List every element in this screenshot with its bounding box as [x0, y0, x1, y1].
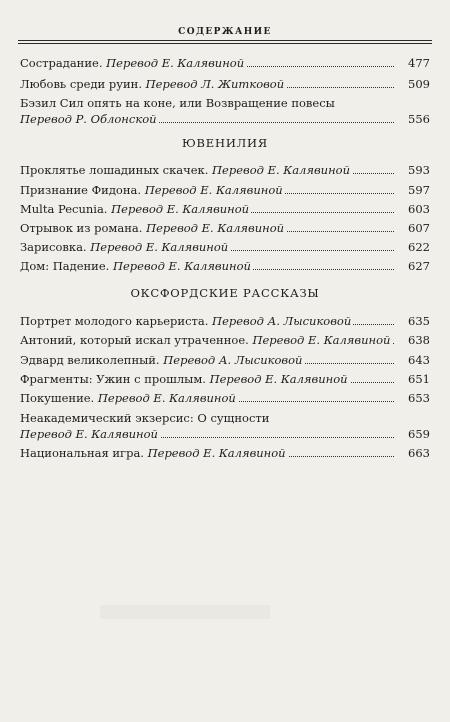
entry-page: 477 — [396, 56, 430, 70]
entry-title: Бэзил Сил опять на коне, или Возвращение повесы — [20, 96, 335, 110]
entry-page: 638 — [396, 333, 430, 347]
entry-page: 627 — [396, 259, 430, 273]
entry-title: Зарисовка. — [20, 240, 87, 254]
entry-translator: Перевод Е. Калявиной — [209, 372, 348, 386]
toc-entry — [20, 112, 430, 126]
section-title-oxford: ОКСФОРДСКИЕ РАССКАЗЫ — [130, 286, 320, 300]
entry-page: 603 — [396, 202, 430, 216]
entry-title: Любовь среди руин. — [20, 77, 142, 91]
entry-page: 643 — [396, 353, 430, 367]
toc-entry — [20, 240, 430, 254]
entry-translator: Перевод Е. Калявиной — [252, 333, 391, 347]
entry-page: 663 — [396, 446, 430, 460]
entry-title: Multa Pecunia. — [20, 202, 108, 216]
entry-page: 593 — [396, 163, 430, 177]
toc-entry — [20, 163, 430, 177]
toc-entry — [20, 56, 430, 70]
entry-title: Портрет молодого карьериста. — [20, 314, 209, 328]
toc-entry — [20, 391, 430, 405]
entry-translator: Перевод Р. Облонской — [20, 112, 157, 126]
entry-page: 659 — [396, 427, 430, 441]
entry-title: Дом: Падение. — [20, 259, 110, 273]
entry-title: Антоний, который искал утраченное. — [20, 333, 249, 347]
entry-page: 597 — [396, 183, 430, 197]
toc-entry — [20, 183, 430, 197]
entry-title: Сострадание. — [20, 56, 103, 70]
entry-title: Покушение. — [20, 391, 95, 405]
toc-entry — [20, 202, 430, 216]
entry-page: 509 — [396, 77, 430, 91]
toc-entry — [20, 446, 430, 460]
bleed-through-smudge — [100, 605, 270, 619]
toc-entry — [20, 372, 430, 386]
toc-entry — [20, 77, 430, 91]
entry-page: 607 — [396, 221, 430, 235]
toc-entry — [20, 221, 430, 235]
entry-translator: Перевод Л. Житковой — [145, 77, 285, 91]
entry-translator: Перевод Е. Калявиной — [144, 183, 283, 197]
entry-translator: Перевод Е. Калявиной — [90, 240, 229, 254]
entry-translator: Перевод Е. Калявиной — [146, 221, 285, 235]
entry-translator: Перевод Е. Калявиной — [111, 202, 250, 216]
running-head: СОДЕРЖАНИЕ — [178, 27, 272, 37]
entry-title: Неакадемический экзерсис: О сущности — [20, 411, 270, 425]
header-rule-2 — [18, 43, 432, 44]
toc-entry — [20, 259, 430, 273]
header-rule — [18, 40, 432, 41]
entry-title: Отрывок из романа. — [20, 221, 143, 235]
entry-page: 653 — [396, 391, 430, 405]
entry-title: Эдвард великолепный. — [20, 353, 160, 367]
entry-translator: Перевод Е. Калявиной — [212, 163, 350, 177]
entry-translator: Перевод Е. Калявиной — [20, 427, 158, 441]
section-title-juvenilia: ЮВЕНИЛИЯ — [182, 136, 268, 150]
entry-title: Национальная игра. — [20, 446, 144, 460]
entry-page: 556 — [396, 112, 430, 126]
toc-entry — [20, 427, 430, 441]
entry-page: 622 — [396, 240, 430, 254]
entry-page: 651 — [396, 372, 430, 386]
entry-title: Признание Фидона. — [20, 183, 142, 197]
toc-entry — [20, 314, 430, 328]
entry-translator: Перевод Е. Калявиной — [112, 259, 251, 273]
entry-translator: Перевод Е. Калявиной — [147, 446, 286, 460]
toc-entry — [20, 333, 430, 347]
entry-translator: Перевод Е. Калявиной — [97, 391, 236, 405]
entry-page: 635 — [396, 314, 430, 328]
entry-title: Проклятье лошадиных скачек. — [20, 163, 209, 177]
entry-translator: Перевод Е. Калявиной — [106, 56, 245, 70]
entry-translator: Перевод А. Лысиковой — [163, 353, 303, 367]
toc-entry — [20, 353, 430, 367]
entry-translator: Перевод А. Лысиковой — [212, 314, 352, 328]
entry-title: Фрагменты: Ужин с прошлым. — [20, 372, 206, 386]
